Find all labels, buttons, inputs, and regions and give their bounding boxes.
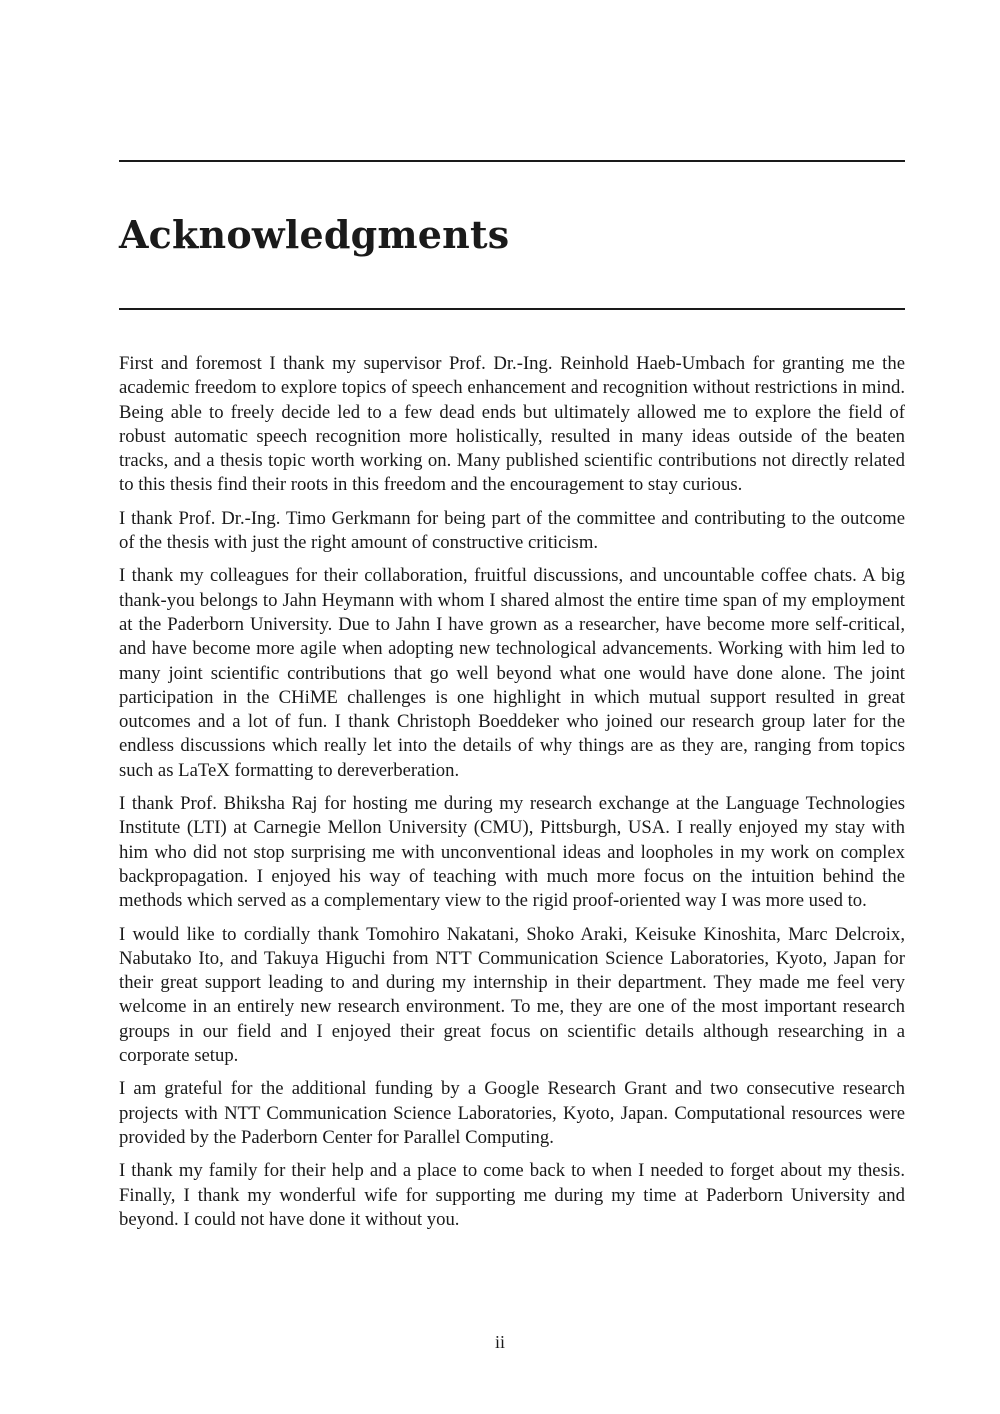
acknowledgments-body [119,352,905,1241]
chapter-rule-top [119,160,905,162]
paragraph-internship: I would like to cordially thank Tomohiro Nakatani, Shoko Araki, Keisuke Kinoshita, Marc Delcroix, Nabutako Ito, and Takuya Higuchi from NTT Communication Science Laboratories, Kyoto, Japan for their great support leading to and during my internship in their department. They made me feel very welcome in an entirely new research environment. To me, they are one of the most important research groups in our field and I enjoyed their great focus on scientific details although researching in a corporate setup. [119,923,905,1067]
paragraph-supervisor: First and foremost I thank my supervisor Prof. Dr.-Ing. Reinhold Haeb-Umbach for granting me the academic freedom to explore topics of speech enhancement and recognition without restrictions in mind. Being able to freely decide led to a few dead ends but ultimately allowed me to explore the field of robust automatic speech recognition more holistically, resulted in many ideas outside of the beaten tracks, and a thesis topic worth working on. Many published scientific contributions not directly related to this thesis find their roots in this freedom and the encouragement to stay curious. [119,353,905,496]
page-number: ii [494,1332,505,1352]
paragraph-colleagues: I thank my colleagues for their collaboration, fruitful discussions, and uncountable coffee chats. A big thank-you belongs to Jahn Heymann with whom I shared almost the entire time span of my employment at the Paderborn University. Due to Jahn I have grown as a researcher, have become more self-critical, and have become more agile when adopting new technological advancements. Working with him led to many joint scientific contributions that go well beyond what one would have done alone. The joint participation in the CHiME challenges is one highlight in which mutual support resulted in great outcomes and a lot of fun. I thank Christoph Boeddeker who joined our research group later for the endless discussions which really let into the details of why things are as they are, ranging from topics such as LaTeX formatting to dereverberation. [119,565,905,781]
paragraph-family: I thank my family for their help and a place to come back to when I needed to forget about my thesis. Finally, I thank my wonderful wife for supporting me during my time at Paderborn University and beyond. I could not have done it without you. [119,1160,905,1230]
chapter-rule-bottom [119,308,905,310]
paragraph-funding: I am grateful for the additional funding by a Google Research Grant and two consecutive research projects with NTT Communication Science Laboratories, Kyoto, Japan. Computational resources were provided by the Paderborn Center for Parallel Computing. [119,1078,905,1148]
paragraph-research-exchange: I thank Prof. Bhiksha Raj for hosting me during my research exchange at the Language Technologies Institute (LTI) at Carnegie Mellon University (CMU), Pittsburgh, USA. I really enjoyed my stay with him who did not stop surprising me with unconventional ideas and loopholes in my work on complex backpropagation. I enjoyed his way of teaching with much more focus on the intuition behind the methods which served as a complementary view to the rigid proof-oriented way I was more used to. [119,793,905,912]
chapter-title: Acknowledgments [119,212,510,257]
paragraph-committee: I thank Prof. Dr.-Ing. Timo Gerkmann for being part of the committee and contributing to the outcome of the thesis with just the right amount of constructive criticism. [119,507,905,554]
